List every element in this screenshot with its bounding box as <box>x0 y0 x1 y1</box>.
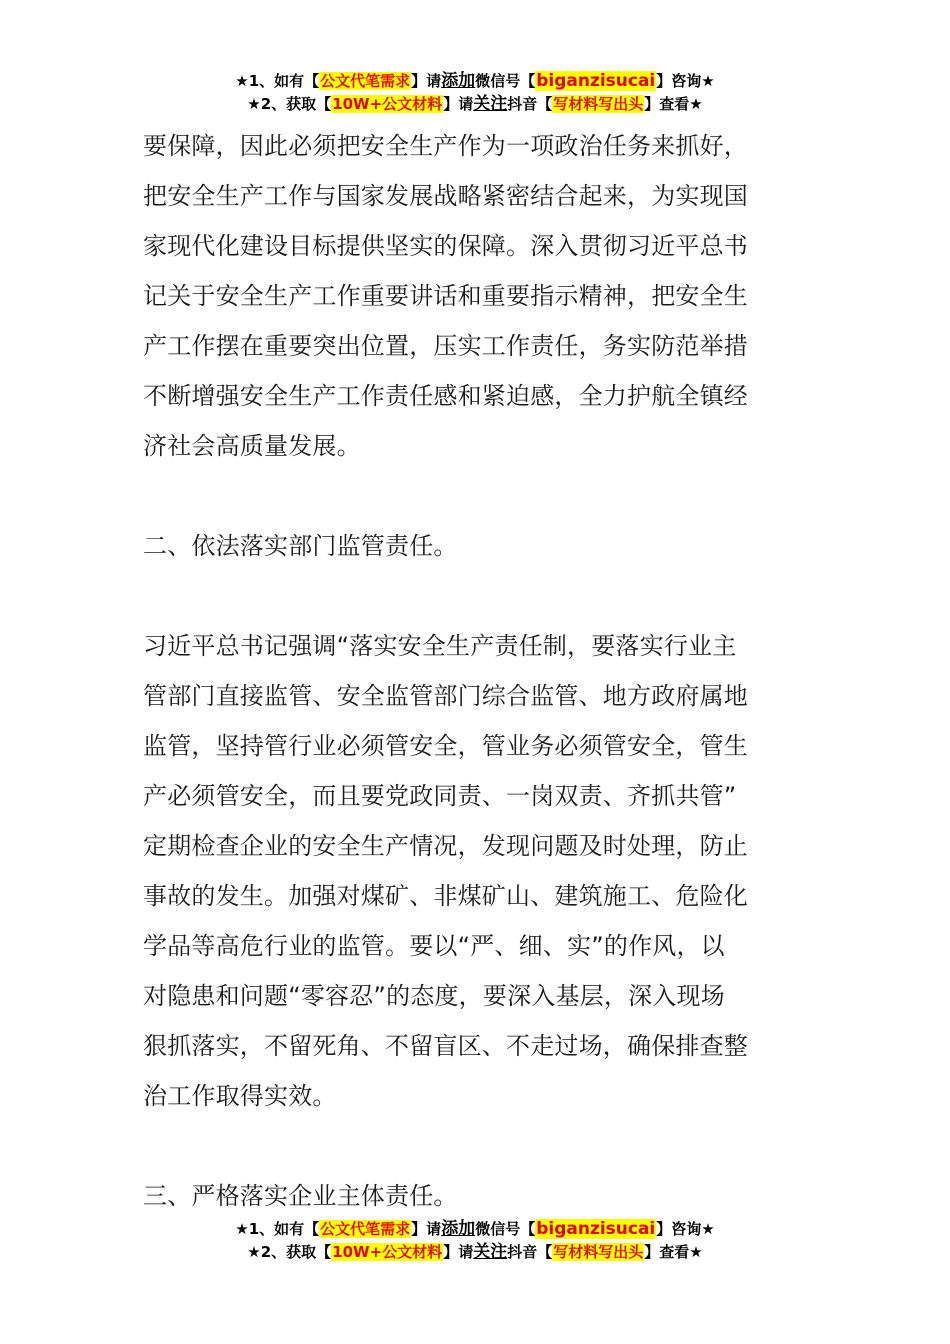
banner-highlight: 公文代笔需求 <box>320 1220 411 1238</box>
text-line: 监管，坚持管行业必须管安全，管业务必须管安全，管生 <box>143 732 748 760</box>
banner-text: ★2、获取【 <box>247 95 332 113</box>
text-line: 定期检查企业的安全生产情况，发现问题及时处理，防止 <box>143 832 748 860</box>
banner-text: ★1、如有【 <box>235 1220 320 1238</box>
header-banner <box>0 70 950 116</box>
spacer <box>143 571 813 621</box>
banner-text: 】咨询★ <box>656 1220 715 1238</box>
banner-line-1 <box>0 70 950 93</box>
banner-highlight: 写材料写出头 <box>553 1243 644 1261</box>
banner-highlight: 10W+公文材料 <box>332 95 443 113</box>
banner-text: 抖音【 <box>507 95 553 113</box>
banner-text: 】请 <box>411 72 442 90</box>
banner-text: 微信号【 <box>475 72 536 90</box>
banner-underline: 关注 <box>473 94 508 114</box>
banner-text: 】咨询★ <box>656 72 715 90</box>
document-body <box>143 121 813 1221</box>
text-line: 产工作摆在重要突出位置，压实工作责任，务实防范举措 <box>143 332 748 360</box>
text-line: 济社会高质量发展。 <box>143 432 361 460</box>
spacer <box>143 1121 813 1171</box>
text-line: 记关于安全生产工作重要讲话和重要指示精神，把安全生 <box>143 282 748 310</box>
banner-underline: 添加 <box>441 71 476 91</box>
text-line: 事故的发生。加强对煤矿、非煤矿山、建筑施工、危险化 <box>143 882 748 910</box>
text-line: 产必须管安全，而且要党政同责、一岗双责、齐抓共管” <box>143 782 737 810</box>
text-line: 狠抓落实，不留死角、不留盲区、不走过场，确保排查整 <box>143 1032 748 1060</box>
text-line: 要保障，因此必须把安全生产作为一项政治任务来抓好， <box>143 132 748 160</box>
section-heading-3: 三、严格落实企业主体责任。 <box>143 1182 458 1210</box>
text-line: 管部门直接监管、安全监管部门综合监管、地方政府属地 <box>143 682 748 710</box>
paragraph-1 <box>143 121 813 471</box>
banner-line-2 <box>0 93 950 116</box>
footer-banner <box>0 1218 950 1264</box>
paragraph-2 <box>143 621 813 1121</box>
banner-line-2 <box>0 1241 950 1264</box>
banner-text: 】请 <box>411 1220 442 1238</box>
banner-text: 】查看★ <box>644 1243 703 1261</box>
text-line: 把安全生产工作与国家发展战略紧密结合起来，为实现国 <box>143 182 748 210</box>
banner-line-1 <box>0 1218 950 1241</box>
banner-highlight: 写材料写出头 <box>553 95 644 113</box>
text-line: 治工作取得实效。 <box>143 1082 337 1110</box>
banner-text: 】查看★ <box>644 95 703 113</box>
text-line: 学品等高危行业的监管。要以“严、细、实”的作风，以 <box>143 932 725 960</box>
banner-highlight: 公文代笔需求 <box>320 72 411 90</box>
banner-underline: 添加 <box>441 1219 476 1239</box>
banner-text: 】请 <box>443 1243 474 1261</box>
banner-text: ★2、获取【 <box>247 1243 332 1261</box>
section-heading-2: 二、依法落实部门监管责任。 <box>143 532 458 560</box>
text-line: 对隐患和问题“零容忍”的态度，要深入基层，深入现场 <box>143 982 725 1010</box>
banner-highlight: biganzisucai <box>536 1219 656 1239</box>
spacer <box>143 471 813 521</box>
banner-text: 抖音【 <box>507 1243 553 1261</box>
text-line: 习近平总书记强调“落实安全生产责任制，要落实行业主 <box>143 632 737 660</box>
text-line: 不断增强安全生产工作责任感和紧迫感，全力护航全镇经 <box>143 382 748 410</box>
banner-text: 微信号【 <box>475 1220 536 1238</box>
banner-text: ★1、如有【 <box>235 72 320 90</box>
text-line: 家现代化建设目标提供坚实的保障。深入贯彻习近平总书 <box>143 232 748 260</box>
banner-highlight: 10W+公文材料 <box>332 1243 443 1261</box>
banner-underline: 关注 <box>473 1242 508 1262</box>
banner-text: 】请 <box>443 95 474 113</box>
banner-highlight: biganzisucai <box>536 71 656 91</box>
